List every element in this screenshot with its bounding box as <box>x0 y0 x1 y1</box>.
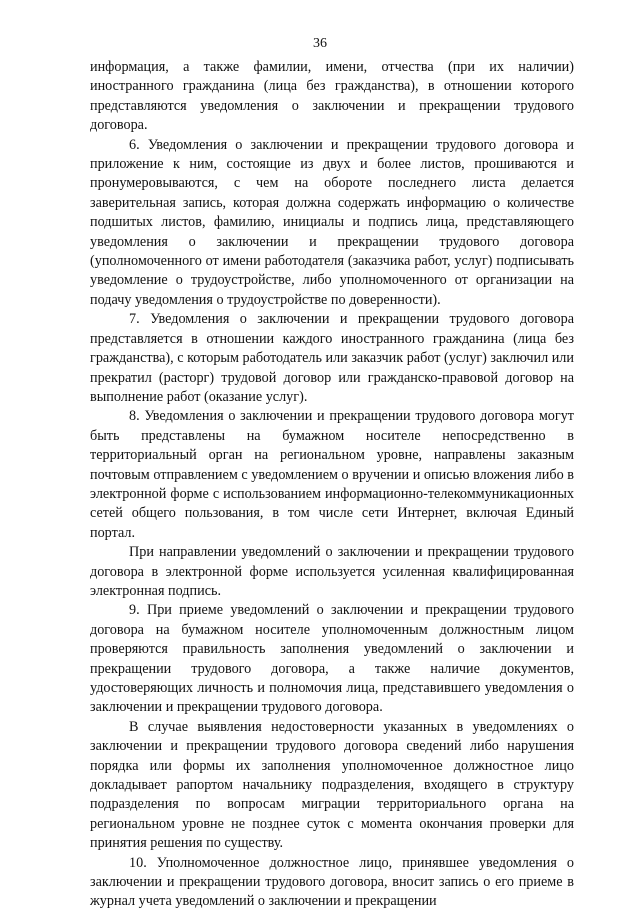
paragraph-item-7: 7. Уведомления о заключении и прекращении трудового договора представляется в отношении каждого иностранного гражданина (лица без гражданства), с которым работодатель или заказчик работ (услуг) заключил или прекратил (расторг) трудовой договор или гражданско-правовой договор на выполнение работ (оказание услуг). <box>90 311 574 405</box>
page-number: 36 <box>313 36 327 51</box>
paragraph-item-9: 9. При приеме уведомлений о заключении и прекращении трудового договора на бумажном носителе уполномоченным должностным лицом проверяются правильность заполнения уведомлений о заключении и прекращении трудового договора, а также наличие документов, удостоверяющих личность и полномочия лица, представившего уведомления о заключении и прекращении трудового договора. <box>90 602 574 716</box>
paragraph-inaccuracy: В случае выявления недостоверности указанных в уведомлениях о заключении и прекращении трудового договора сведений либо нарушения порядка или формы их заполнения уполномоченное должностное лицо докладывает рапортом начальнику подразделения, входящего в структуру подразделения по вопросам миграции территориального органа на региональном уровне не позднее суток с момента окончания проверки для принятия решения по существу. <box>90 718 574 852</box>
paragraph-continuation: информация, а также фамилии, имени, отчества (при их наличии) иностранного гражданина (лица без гражданства), в отношении которого представляются уведомления о заключении и прекращении трудового договора. <box>90 59 574 134</box>
document-body <box>90 58 574 912</box>
paragraph-item-6: 6. Уведомления о заключении и прекращении трудового договора и приложение к ним, состоящие из двух и более листов, прошиваются и пронумеровываются, с чем на обороте последнего листа делается заверительная запись, которая должна содержать информацию о количестве подшитых листов, фамилию, инициалы и подпись лица, представляющего уведомления о заключении и прекращении трудового договора (уполномоченного от имени работодателя (заказчика работ, услуг) подписывать уведомление о трудоустройстве, либо уполномоченного от организации на подачу уведомления о трудоустройстве по доверенности). <box>90 136 574 308</box>
paragraph-item-10: 10. Уполномоченное должностное лицо, принявшее уведомления о заключении и прекращении трудового договора, вносит запись о его приеме в журнал учета уведомлений о заключении и прекращении <box>90 854 574 910</box>
paragraph-item-8: 8. Уведомления о заключении и прекращении трудового договора могут быть представлены на бумажном носителе непосредственно в территориальный орган на региональном уровне, направлены заказным почтовым отправлением с уведомлением о вручении и описью вложения либо в электронной форме с использованием информационно-телекоммуникационных сетей общего пользования, в том числе сети Интернет, включая Единый портал. <box>90 408 574 541</box>
paragraph-electronic-signature: При направлении уведомлений о заключении и прекращении трудового договора в электронной форме используется усиленная квалифицированная электронная подпись. <box>90 544 574 599</box>
